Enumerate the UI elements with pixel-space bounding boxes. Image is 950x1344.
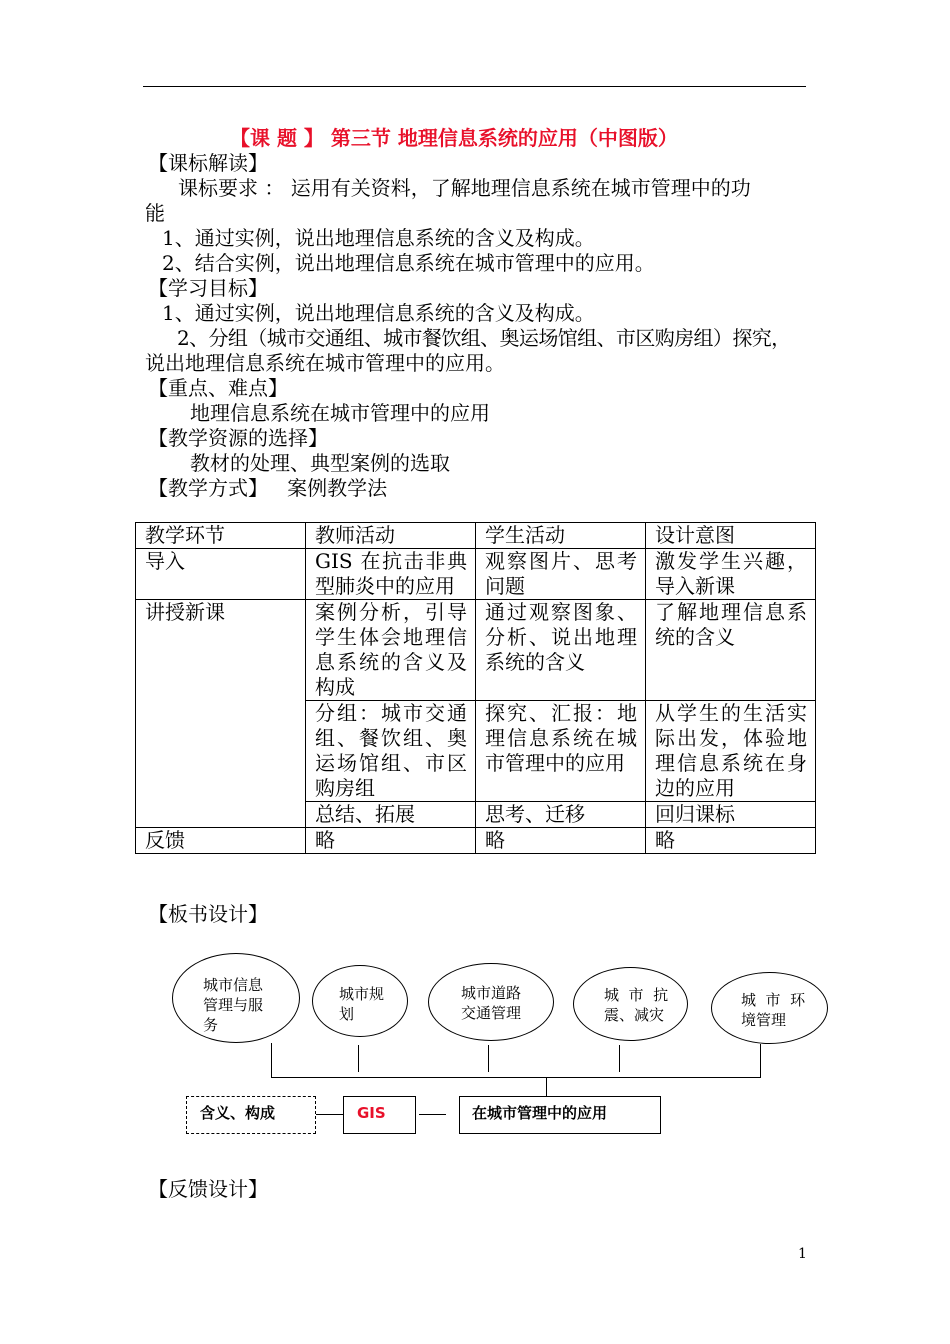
table-cell: 总结、拓展 [306, 802, 476, 828]
header-rule [143, 86, 806, 87]
table-row [136, 828, 816, 854]
lesson-plan-table [135, 522, 816, 854]
connector-line [488, 1045, 489, 1072]
connector-line [271, 1043, 272, 1077]
diagram-oval [573, 967, 688, 1041]
table-cell: 通过观察图象、分析、说出地理系统的含义 [476, 600, 646, 701]
table-cell: 观察图片、思考问题 [476, 549, 646, 600]
table-cell: 探究、汇报：地理信息系统在城市管理中的应用 [476, 701, 646, 802]
table-row [136, 600, 816, 701]
curriculum-requirement: 课标要求 ： 运用有关资料，了解地理信息系统在城市管理中的功 [178, 176, 751, 200]
gis-box: GIS [343, 1096, 416, 1134]
diagram-oval [428, 963, 554, 1041]
heading-feedback-design: 【反馈设计】 [148, 1177, 268, 1201]
connector-line [546, 1077, 547, 1096]
table-cell: 略 [306, 828, 476, 854]
connector-line [619, 1045, 620, 1072]
table-cell: 激发学生兴趣，导入新课 [646, 549, 816, 600]
table-cell: 了解地理信息系统的含义 [646, 600, 816, 701]
connector-line [760, 1044, 761, 1077]
table-cell: 反馈 [136, 828, 306, 854]
diagram-oval-label: 城市道路 交通管理 [461, 984, 522, 1022]
table-header-row [136, 523, 816, 549]
curriculum-item-1: 1、通过实例，说出地理信息系统的含义及构成。 [162, 226, 595, 250]
objective-1: 1、通过实例，说出地理信息系统的含义及构成。 [162, 301, 595, 325]
diagram-oval-label: 城 市 环 境管理 [741, 991, 806, 1029]
resources-text: 教材的处理、典型案例的选取 [190, 451, 450, 475]
table-cell: 讲授新课 [136, 600, 306, 828]
table-cell: 略 [476, 828, 646, 854]
table-header-cell: 教师活动 [306, 523, 476, 549]
table-cell: 回归课标 [646, 802, 816, 828]
table-cell: 导入 [136, 549, 306, 600]
heading-curriculum: 【课标解读】 [148, 151, 268, 175]
diagram-oval [172, 953, 300, 1043]
heading-key-points: 【重点、难点】 [148, 376, 288, 400]
table-header-cell: 设计意图 [646, 523, 816, 549]
diagram-oval [312, 965, 408, 1037]
key-points-text: 地理信息系统在城市管理中的应用 [190, 401, 490, 425]
heading-objectives: 【学习目标】 [148, 276, 268, 300]
urban-application-box: 在城市管理中的应用 [459, 1096, 661, 1134]
page-number: 1 [798, 1246, 807, 1262]
table-row [136, 549, 816, 600]
connector-line [358, 1045, 359, 1072]
heading-resources: 【教学资源的选择】 [148, 426, 328, 450]
teaching-method: 【教学方式】 案例教学法 [148, 476, 388, 500]
connector-line [419, 1114, 446, 1115]
table-cell: 思考、迁移 [476, 802, 646, 828]
lesson-title: 【课 题 】 第三节 地理信息系统的应用（中图版） [230, 126, 678, 150]
diagram-oval-label: 城 市 抗 震、减灾 [604, 986, 669, 1024]
connector-bus [271, 1077, 761, 1078]
objective-2: 2、分组（城市交通组、城市餐饮组、奥运场馆组、市区购房组）探究， [177, 326, 791, 350]
curriculum-requirement-cont: 能 [145, 201, 165, 225]
objective-2-cont: 说出地理信息系统在城市管理中的应用。 [145, 351, 505, 375]
table-cell: GIS 在抗击非典型肺炎中的应用 [306, 549, 476, 600]
table-cell: 略 [646, 828, 816, 854]
table-header-cell: 学生活动 [476, 523, 646, 549]
diagram-oval [711, 972, 828, 1044]
heading-board-design: 【板书设计】 [148, 902, 268, 926]
connector-line [316, 1114, 343, 1115]
curriculum-item-2: 2、结合实例，说出地理信息系统在城市管理中的应用。 [162, 251, 655, 275]
diagram-oval-label: 城市规 划 [339, 985, 385, 1023]
meaning-structure-box: 含义、构成 [186, 1096, 316, 1134]
diagram-oval-label: 城市信息 管理与服 务 [203, 976, 264, 1034]
table-cell: 从学生的生活实际出发，体验地理信息系统在身边的应用 [646, 701, 816, 802]
table-cell: 分组：城市交通组、餐饮组、奥运场馆组、市区购房组 [306, 701, 476, 802]
table-cell: 案例分析，引导学生体会地理信息系统的含义及构成 [306, 600, 476, 701]
table-header-cell: 教学环节 [136, 523, 306, 549]
